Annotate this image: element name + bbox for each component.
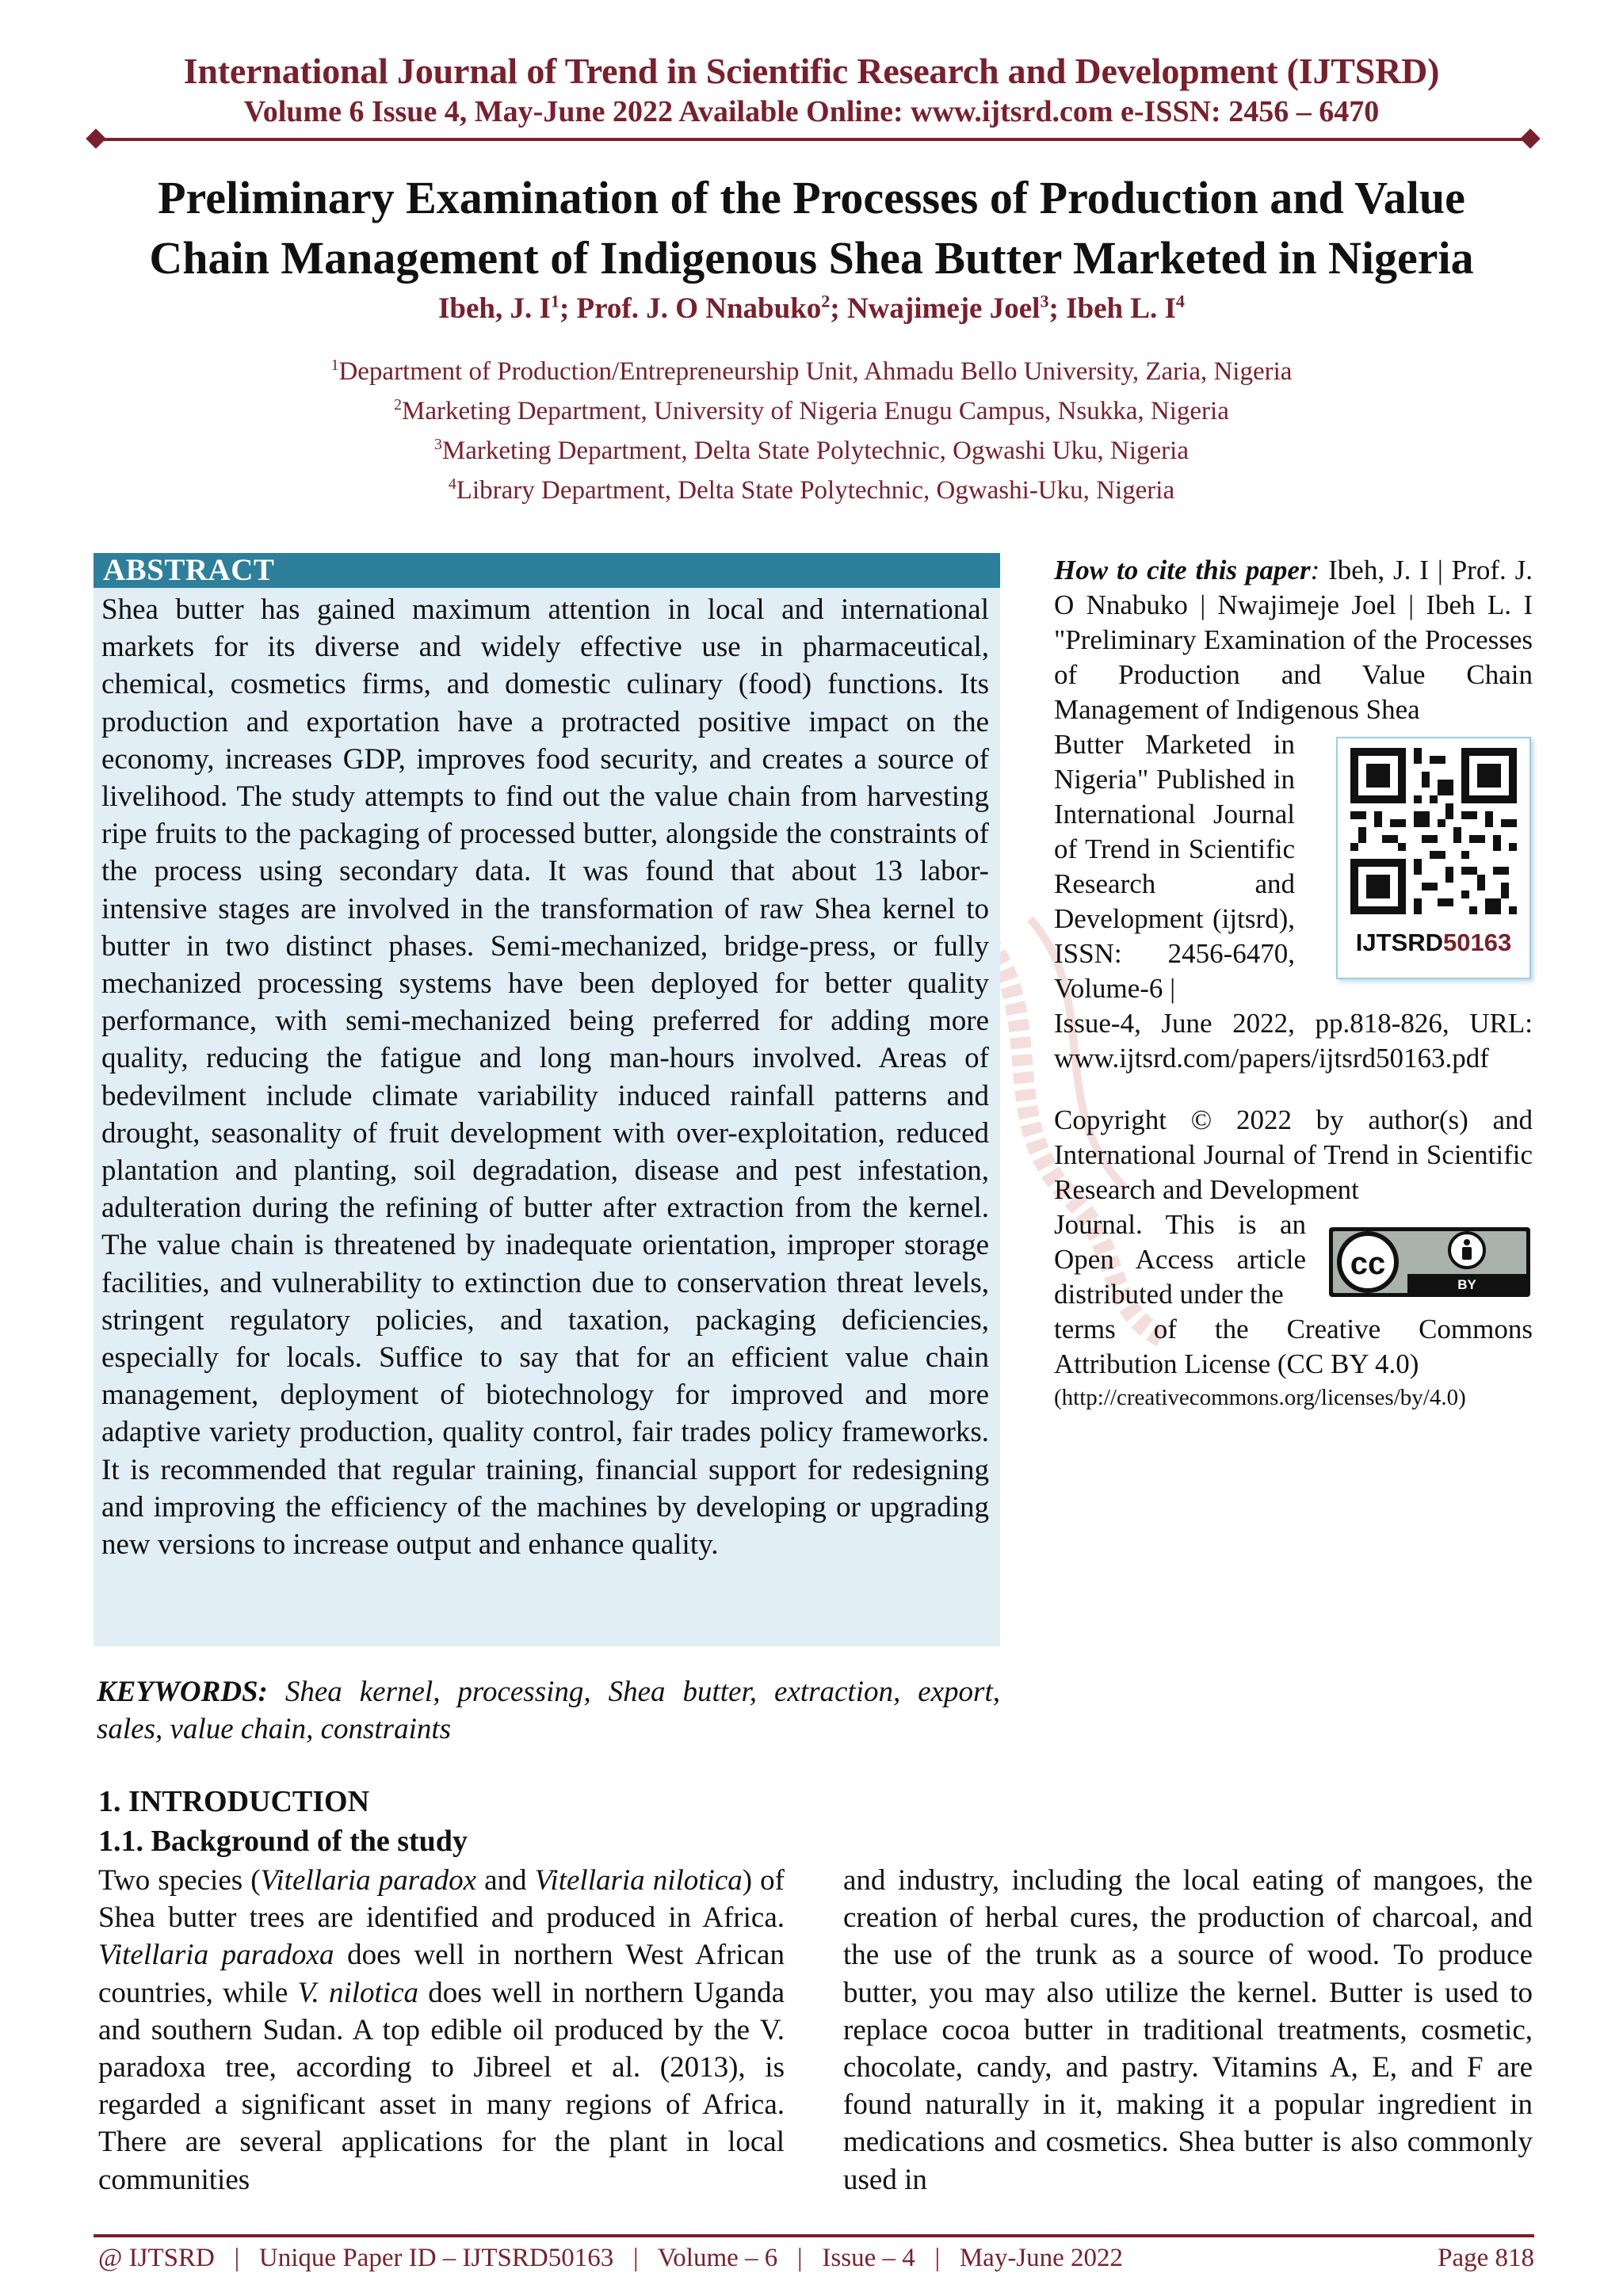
qr-card [1336, 737, 1531, 979]
affiliation: $^1$Department of Production/Entrepreneurship Unit, Ahmadu Bello University, Zaria, Nigeria [330, 357, 1293, 386]
page-number: Page 818 [1438, 2244, 1534, 2272]
copyright-bottom [1054, 1312, 1533, 1413]
author: Nwajimeje Joel$^3$; [846, 291, 1067, 325]
qr-code-icon [1350, 748, 1517, 914]
author: Ibeh, J. $I^1$; [437, 291, 577, 325]
intro-right-column: and industry, including the local eating of mangoes, the creation of herbal cures, the production of charcoal, and the use of the trunk as a source of wood. To produce butter, you may also utilize the kernel. Butter is used to replace cocoa butter in traditional treatments, cosmetic, chocolate, candy, and pastry. Vitamins A, E, and F are found naturally in it, making it a popular ingredient in medications and cosmetics. Shea butter is also commonly used in [843, 1864, 1533, 2196]
citation-top: How to cite this paper: Ibeh, J. I | Prof. J. O Nnabuko | Nwajimeje Joel | Ibeh L. I "Preliminary Examination of the Processes of Production and Value Chain Management of Indigenous Shea [1054, 555, 1533, 725]
paper-title-line: Preliminary Examination of the Processes of Production and Value [158, 172, 1465, 223]
citation-bottom: Issue-4, June 2022, pp.818-826, URL: www.ijtsrd.com/papers/ijtsrd50163.pdf [1054, 1008, 1533, 1074]
keywords-label: KEYWORDS: [97, 1676, 268, 1708]
cc-by-label: BY [1457, 1277, 1476, 1292]
affiliations [0, 352, 1623, 510]
author: Prof. J. O Nnabuko$^2$; [576, 291, 847, 325]
footer-divider [94, 2234, 1534, 2237]
author: Ibeh L. $I^4$ [1066, 291, 1186, 325]
abstract-box [94, 553, 1000, 1646]
header-divider [94, 138, 1529, 141]
author-list [0, 292, 1623, 326]
journal-issue-line: Volume 6 Issue 4, May-June 2022 Available Online: www.ijtsrd.com e-ISSN: 2456 – 6470 [243, 95, 1380, 128]
citation-left: Butter Marketed in Nigeria" Published in International Journal of Trend in Scientific Research and Development (ijtsrd), ISSN: 2456-6470, Volume-6 | [1054, 729, 1295, 1004]
citation-text: Ibeh, J. I | Prof. J. O Nnabuko | Nwajimeje Joel | Ibeh L. I "Preliminary Examination of the Processes of Production and Value Chain Management of Indigenous Shea [1054, 555, 1533, 725]
affiliation: $^2$Marketing Department, University of Nigeria Enugu Campus, Nsukka, Nigeria [394, 396, 1229, 425]
affiliation: $^4$Library Department, Delta State Polytechnic, Ogwashi-Uku, Nigeria [448, 475, 1175, 505]
paper-title-line: Chain Management of Indigenous Shea Butter Marketed in Nigeria [149, 232, 1474, 284]
license-url: (http://creativecommons.org/licenses/by/4.0) [1054, 1385, 1466, 1410]
citation-label: How to cite this paper [1054, 555, 1311, 585]
subsection-heading: 1.1. Background of the study [98, 1825, 468, 1858]
attribution-person-icon [1449, 1233, 1484, 1268]
svg-text:cc: cc [1350, 1246, 1386, 1281]
journal-header [0, 49, 1623, 130]
creative-commons-icon [1328, 1226, 1531, 1298]
page-footer [98, 2244, 1534, 2273]
affiliation: $^3$Marketing Department, Delta State Polytechnic, Ogwashi Uku, Nigeria [434, 436, 1189, 465]
copyright-left: Journal. This is an Open Access article distributed under the [1054, 1209, 1306, 1310]
qr-paper-id: IJTSRD50163 [1355, 929, 1512, 956]
intro-left-column: Two species (Vitellaria paradox and Vitellaria nilotica) of Shea butter trees are identified and produced in Africa. Vitellaria paradoxa does well in northern West African countries, while V. nilotica does well in northern Uganda and southern Sudan. A top edible oil produced by the V. paradoxa tree, according to Jibreel et al. (2013), is regarded a significant asset in many regions of Africa. There are several applications for the plant in local communities [98, 1864, 785, 2196]
section-heading: 1. INTRODUCTION [98, 1785, 370, 1818]
copyright-top: Copyright © 2022 by author(s) and International Journal of Trend in Scientific Research and Development [1054, 1104, 1533, 1205]
abstract-heading: ABSTRACT [94, 553, 1000, 588]
footer-info: @ IJTSRD | Unique Paper ID – IJTSRD50163 | Volume – 6 | Issue – 4 | May-June 2022 [98, 2244, 1124, 2272]
abstract-text: Shea butter has gained maximum attention in local and international markets for its diverse and widely effective use in pharmaceutical, chemical, cosmetics firms, and domestic culinary (food) functions. Its production and exportation have a protracted positive impact on the economy, increases GDP, improves food security, and creates a source of livelihood. The study attempts to find out the value chain from harvesting ripe fruits to the packaging of processed butter, alongside the constraints of the process using secondary data. It was found that about 13 labor-intensive stages are involved in the transformation of raw Shea kernel to butter in two distinct phases. Semi-mechanized, bridge-press, or fully mechanized processing systems have been deployed for better quality performance, with semi-mechanized being preferred for adding more quality, reducing the fatigue and long man-hours involved. Areas of bedevilment include climate variability induced rainfall patterns and drought, seasonality of fruit development with over-exploitation, reduced plantation and planting, soil degradation, disease and pest infestation, adulteration during the refining of butter after extraction from the kernel. The value chain is threatened by inadequate orientation, improper storage facilities, and vulnerability to extinction due to conservation threat levels, stringent regulatory policies, and taxation, packaging deficiencies, especially for locals. Suffice to say that for an efficient value chain management, deployment of biotechnology for improved and more adaptive variety production, quality control, fair trades policy frameworks. It is recommended that regular training, financial support for redesigning and improving the efficiency of the machines by developing or upgrading new versions to increase output and enhance quality. [101, 593, 989, 1562]
license-text: terms of the Creative Commons Attribution License (CC BY 4.0) [1054, 1314, 1533, 1379]
keywords [97, 1673, 1000, 1748]
diamond-icon [1520, 128, 1540, 148]
paper-title [79, 168, 1544, 288]
journal-title: International Journal of Trend in Scientific Research and Development (IJTSRD) [183, 51, 1440, 91]
keywords-text: Shea kernel, processing, Shea butter, extraction, export, sales, value chain, constraints [97, 1676, 1000, 1745]
